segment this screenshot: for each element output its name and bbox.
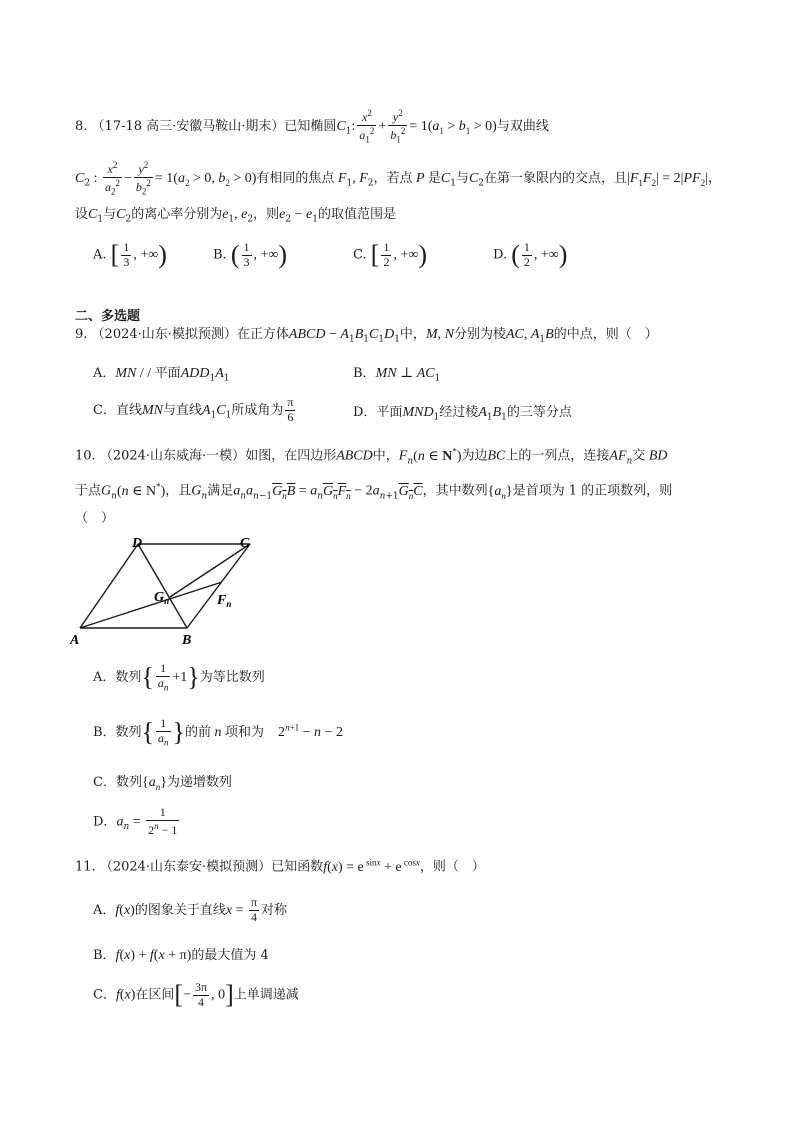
question-8-line-3: 设$C_1$与$C_2$的离心率分别为$e_1$, $e_2$，则$e_2 - e_1$的取值范围是 [75,207,396,225]
section-heading: 二、多选题 [75,309,141,324]
label-c: C [240,536,250,551]
question-9-option-d[interactable]: D．平面$MND_1$经过棱$A_1B_1$的三等分点 [353,405,572,423]
question-10-number: 10. [75,448,96,464]
question-9-number: 9. [75,327,88,342]
question-8-option-d[interactable]: D. ( $\frac{1}{2}$ , +∞) [493,239,568,269]
question-10-option-c[interactable]: C．数列$\{a_n\}$为递增数列 [93,775,232,792]
question-8-line-2: $C_2$ : $\frac{x^2}{a_2^2}$ − $\frac{y^2}{b_2^2}$ = $1(a_2 > 0$, $b_2 > 0$)有相同的焦点 $F_1$, $F_2$，若点 P 是$C_1$与$C_2$在第一象限内的交点，且$|F_1F_2| = 2|PF_2|$， [75,160,722,197]
label-b: B [182,633,192,648]
question-10-option-b[interactable]: B．数列{ $\frac{1}{a_n}$ }的前 n 项和为 $2^{n+1} - n - 2$ [93,716,343,748]
question-10-option-d[interactable]: D．$a_n$ = $\frac{1}{2^n - 1}$ [93,805,178,837]
label-d: D [132,536,143,551]
question-10-paren: （ ） [75,511,115,526]
label-gn: $G_n$ [154,590,170,606]
question-9-option-b[interactable]: B．MN ⊥ $AC_1$ [353,366,441,384]
question-8-option-c[interactable]: C. [ $\frac{1}{2}$ , +∞) [353,239,427,269]
question-8-option-b[interactable]: B. ( $\frac{1}{3}$ , +∞) [213,239,288,269]
question-10-source: （2024·山东威海·一模） [99,448,246,464]
question-9-option-c[interactable]: C．直线MN与直线$A_1C_1$所成角为 $\frac{\pi}{6}$ [93,395,294,424]
question-11-number: 11. [75,859,96,875]
question-11-option-c[interactable]: C．f(x)在区间[− $\frac{3\pi}{4}$ , 0]上单调递减 [93,979,299,1009]
segment-gnc [170,544,250,597]
diagonal-db [138,544,187,628]
edge-ad [80,544,138,628]
question-8-line-1: 8. （17-18 高三·安徽马鞍山·期末）已知椭圆$C_1$: $\frac{x^2}{a_1^2}$ + $\frac{y^2}{b_1^2}$ = $1(a_1 > b_1 > 0)$与双曲线 [75,108,549,145]
question-8-option-a[interactable]: A. [ $\frac{1}{3}$ , +∞) [93,239,167,269]
question-10-figure [70,534,290,650]
question-9-option-a[interactable]: A．MN / / 平面$ADD_1A_1$ [93,366,230,384]
question-9-stem: 9. （2024·山东·模拟预测）在正方体ABCD − $A_1B_1C_1D_1$中，M, N分别为棱AC, $A_1B$的中点，则（ ） [75,327,658,345]
segment-afn [80,582,222,628]
question-11-option-b[interactable]: B．f(x) + f(x + π)的最大值为 4 [93,948,269,963]
question-8-number: 8. [75,118,88,134]
question-10-line-2: 于点$G_n(n$ ∈ N*)，且$G_n$满足$a_na_{n-1}G_nB = a_nG_nF_n - 2a_{n+1}G_nC$，其中数列$\{a_n\}$是首项为 1 的正项数列，则 [75,481,673,502]
edge-cb [187,544,250,628]
label-a: A [70,633,80,648]
question-8-source: （17-18 高三·安徽马鞍山·期末） [91,118,285,134]
question-11-source: （2024·山东泰安·模拟预测） [99,859,272,875]
question-10-line-1: 10. （2024·山东威海·一模）如图，在四边形ABCD中，$F_n(n$ ∈ N*)为边BC上的一列点，连接$AF_n$交 BD [75,446,668,467]
question-10-option-a[interactable]: A．数列{ $\frac{1}{a_n}$ +1}为等比数列 [93,661,265,693]
question-11-option-a[interactable]: A．f(x)的图象关于直线x = $\frac{\pi}{4}$ 对称 [93,895,288,924]
question-11-stem: 11. （2024·山东泰安·模拟预测）已知函数f(x) = e $^{sinx}$ + e $^{cosx}$，则（ ） [75,857,485,875]
question-9-source: （2024·山东·模拟预测） [91,327,237,342]
label-fn: $F_n$ [217,593,232,609]
